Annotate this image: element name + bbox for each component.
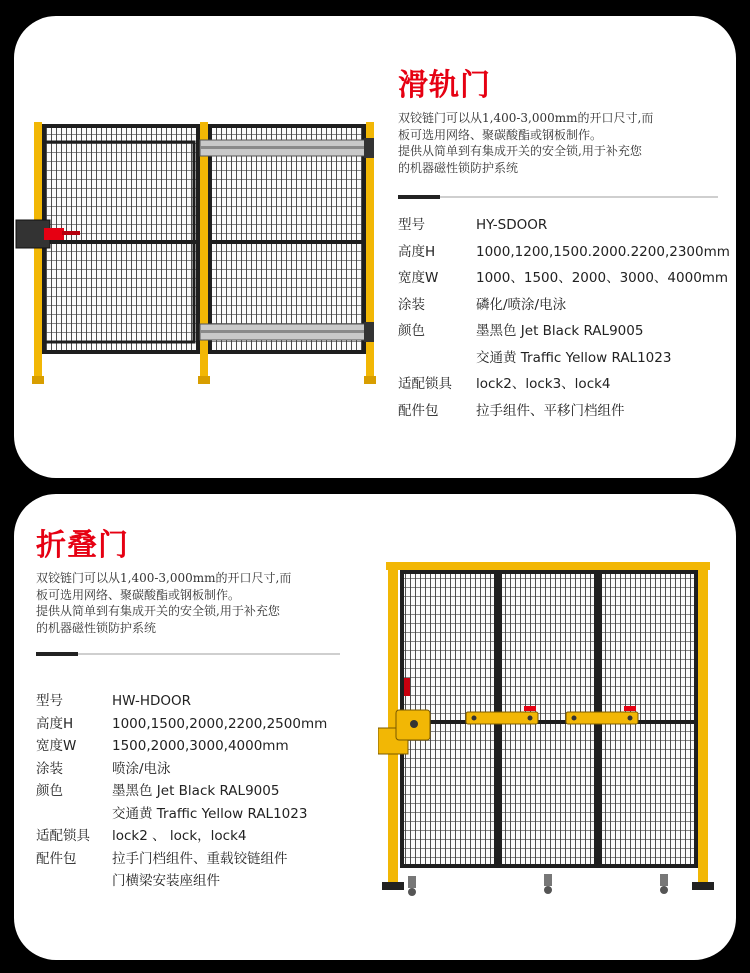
spec-row: 涂装 喷涂/电泳 xyxy=(36,760,171,777)
spec-row: 配件包 拉手门档组件、重载铰链组件 xyxy=(36,850,288,867)
folding-door-title: 折叠门 xyxy=(36,528,129,563)
folding-door-image xyxy=(378,556,724,906)
spec-row: 颜色 墨黑色 Jet Black RAL9005 xyxy=(398,323,644,339)
sliding-door-title: 滑轨门 xyxy=(398,68,491,103)
spec-row: 涂装 磷化/喷涂/电泳 xyxy=(398,296,567,313)
spec-row: 配件包 拉手组件、平移门档组件 xyxy=(398,402,625,419)
desc-line: 的机器磁性锁防护系统 xyxy=(36,620,157,635)
desc-line: 双铰链门可以从1,400-3,000mm的开口尺寸,而 xyxy=(398,111,654,125)
spec-row: 交通黄 Traffic Yellow RAL1023 xyxy=(476,349,672,366)
spec-row: 宽度W 1000、1500、2000、3000、4000mm xyxy=(398,270,729,286)
sliding-door-description xyxy=(398,110,698,176)
spec-row: 宽度W 1500,2000,3000,4000mm xyxy=(36,738,289,754)
desc-line: 板可选用网络、聚碳酸酯或钢板制作。 xyxy=(36,587,241,602)
folding-door-card xyxy=(14,494,736,960)
sliding-spec-table xyxy=(398,212,730,424)
folding-door-description xyxy=(36,570,336,636)
desc-line: 双铰链门可以从1,400-3,000mm的开口尺寸,而 xyxy=(36,571,292,585)
folding-spec-table xyxy=(36,690,327,893)
desc-line: 提供从简单到有集成开关的安全锁,用于补充您 xyxy=(36,604,280,618)
spec-row: 型号 HY-SDOOR xyxy=(398,217,548,233)
folding-divider xyxy=(36,653,340,655)
sliding-door-card xyxy=(14,16,736,478)
spec-row: 门横梁安装座组件 xyxy=(112,873,220,889)
desc-line: 提供从简单到有集成开关的安全锁,用于补充您 xyxy=(398,144,642,158)
spec-row: 适配锁具 lock2 、 lock，lock4 xyxy=(36,828,247,844)
sliding-divider xyxy=(398,196,718,198)
spec-row: 颜色 墨黑色 Jet Black RAL9005 xyxy=(36,783,280,799)
spec-row: 型号 HW-HDOOR xyxy=(36,693,192,709)
desc-line: 板可选用网络、聚碳酸酯或钢板制作。 xyxy=(398,127,603,142)
spec-row: 高度H 1000,1500,2000,2200,2500mm xyxy=(36,715,328,732)
spec-row: 适配锁具 lock2、lock3、lock4 xyxy=(398,376,611,392)
desc-line: 的机器磁性锁防护系统 xyxy=(398,160,519,175)
spec-row: 高度H 1000,1200,1500.2000.2200,2300mm xyxy=(398,243,730,260)
spec-row: 交通黄 Traffic Yellow RAL1023 xyxy=(112,805,308,822)
sliding-door-image xyxy=(14,112,386,402)
